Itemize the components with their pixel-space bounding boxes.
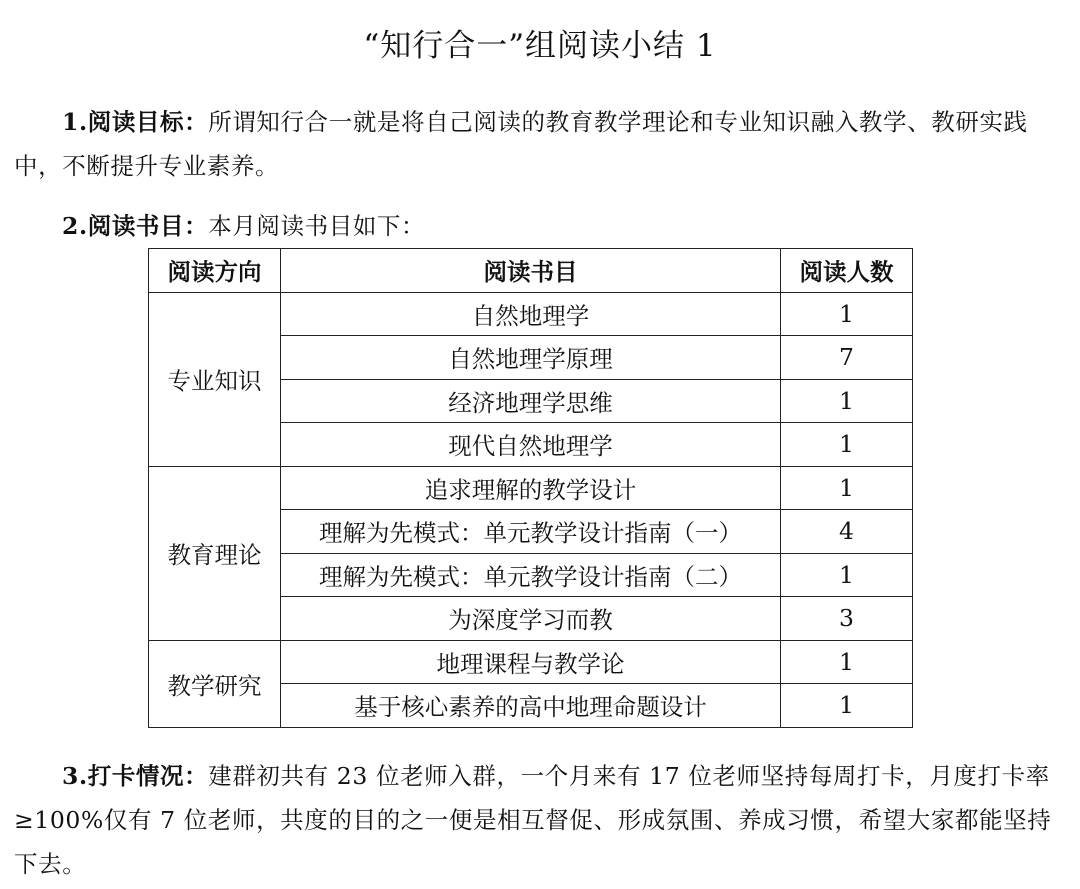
- table-row: [149, 292, 913, 336]
- count-cell: 1: [781, 379, 913, 423]
- table-header-row: [149, 249, 913, 293]
- book-cell: 为深度学习而教: [281, 597, 781, 641]
- header-direction: 阅读方向: [149, 249, 281, 293]
- book-cell: 自然地理学原理: [281, 336, 781, 380]
- reading-goal-paragraph: [14, 100, 1066, 188]
- book-cell: 自然地理学: [281, 292, 781, 336]
- count-cell: 1: [781, 640, 913, 684]
- book-cell: 理解为先模式：单元教学设计指南（一）: [281, 510, 781, 554]
- table-row: [149, 640, 913, 684]
- book-cell: 地理课程与教学论: [281, 640, 781, 684]
- count-cell: 1: [781, 423, 913, 467]
- count-cell: 7: [781, 336, 913, 380]
- checkin-paragraph: [14, 754, 1066, 886]
- book-cell: 理解为先模式：单元教学设计指南（二）: [281, 553, 781, 597]
- direction-cell: 教育理论: [149, 466, 281, 640]
- checkin-heading: 3.打卡情况：: [62, 762, 209, 790]
- count-cell: 1: [781, 292, 913, 336]
- header-count: 阅读人数: [781, 249, 913, 293]
- book-cell: 追求理解的教学设计: [281, 466, 781, 510]
- table-row: [149, 466, 913, 510]
- count-cell: 1: [781, 684, 913, 728]
- reading-list-text: 本月阅读书目如下：: [208, 212, 426, 240]
- reading-books-table: [148, 248, 913, 728]
- checkin-text: 建群初共有 23 位老师入群，一个月来有 17 位老师坚持每周打卡，月度打卡率≥100%仅有 7 位老师，共度的目的之一便是相互督促、形成氛围、养成习惯，希望大家都能坚持下去。: [14, 762, 1052, 878]
- count-cell: 1: [781, 553, 913, 597]
- reading-goal-heading: 1.阅读目标：: [62, 108, 209, 136]
- reading-list-heading: 2.阅读书目：: [62, 212, 209, 240]
- direction-cell: 专业知识: [149, 292, 281, 466]
- header-book: 阅读书目: [281, 249, 781, 293]
- direction-cell: 教学研究: [149, 640, 281, 727]
- document-title: “知行合一”组阅读小结 1: [363, 28, 717, 64]
- book-cell: 基于核心素养的高中地理命题设计: [281, 684, 781, 728]
- count-cell: 4: [781, 510, 913, 554]
- count-cell: 1: [781, 466, 913, 510]
- reading-goal-text: 所谓知行合一就是将自己阅读的教育教学理论和专业知识融入教学、教研实践中，不断提升专业素养。: [14, 108, 1028, 180]
- reading-list-paragraph: [14, 204, 1066, 248]
- count-cell: 3: [781, 597, 913, 641]
- book-cell: 经济地理学思维: [281, 379, 781, 423]
- book-cell: 现代自然地理学: [281, 423, 781, 467]
